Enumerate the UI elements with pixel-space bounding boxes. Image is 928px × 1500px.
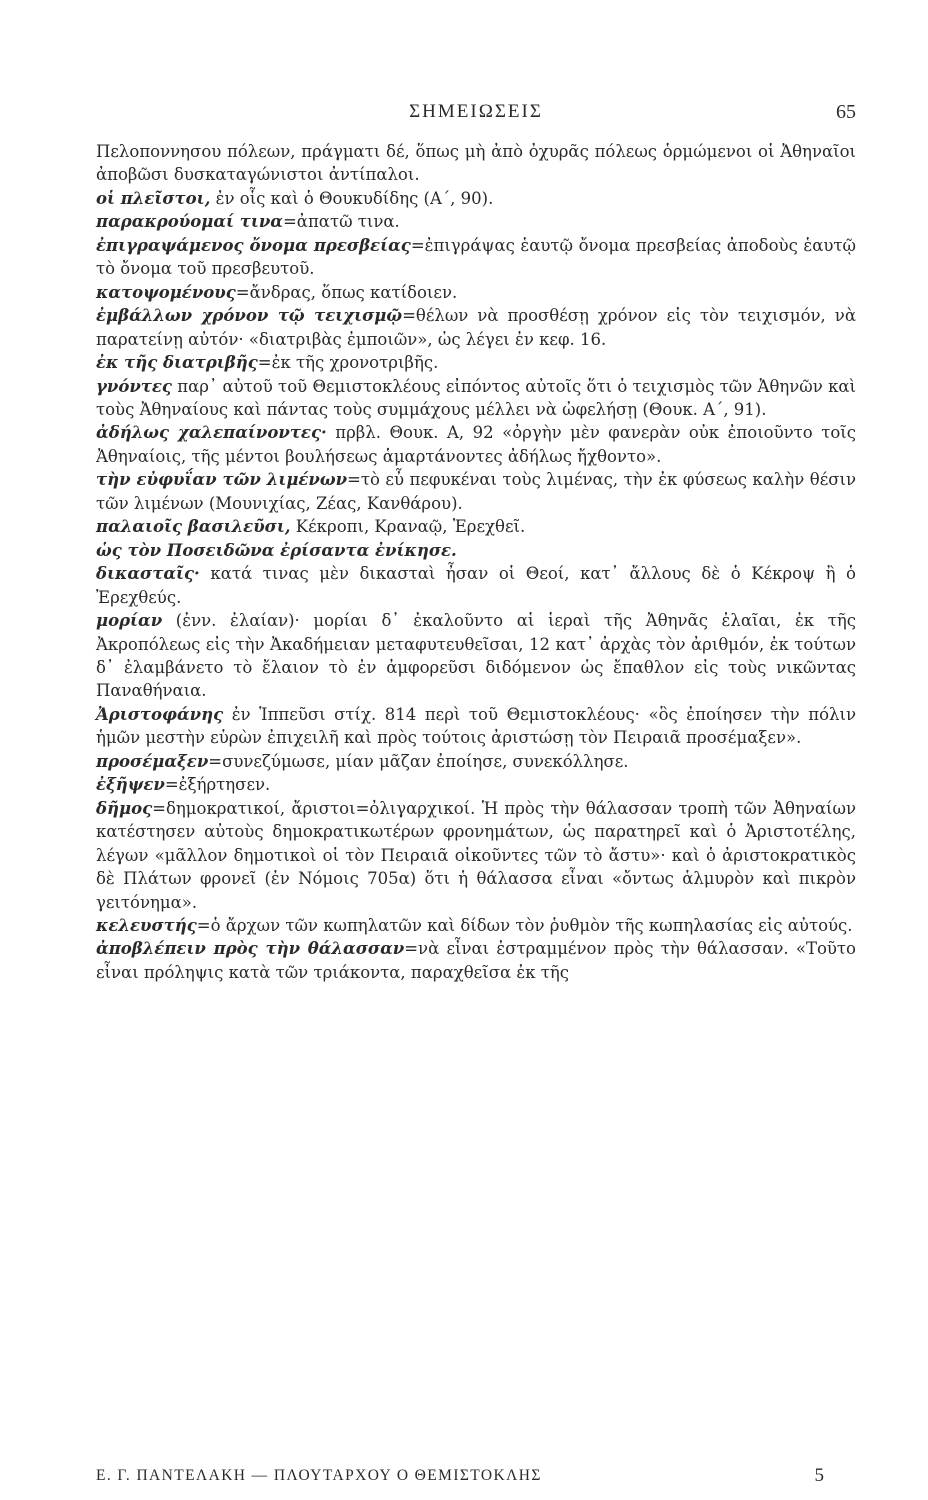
note-lemma: δῆμος [96, 798, 153, 818]
note-entry [96, 468, 856, 515]
note-lemma: προσέμαξεν [96, 751, 209, 771]
note-text: =θέλων νὰ προσθέσῃ χρόνον εἰς τὸν τειχισμόν, νὰ παρατείνῃ αὐτόν· «διατριβὰς ἐμποιῶν», ὡς λέγει ἐν κεφ. 16. [96, 306, 856, 349]
note-lemma: οἱ πλεῖστοι, [96, 188, 211, 208]
note-lemma: παρακρούομαί τινα [96, 212, 283, 232]
note-entry [96, 562, 856, 609]
note-entry [96, 609, 856, 703]
note-lemma: ἐξῆψεν [96, 775, 165, 795]
signature-mark: 5 [814, 1465, 824, 1486]
note-text: κατά τινας μὲν δικασταὶ ἦσαν οἱ Θεοί, κατ᾽ ἄλλους δὲ ὁ Κέκροψ ἢ ὁ Ἐρεχθεύς. [96, 564, 856, 607]
note-lemma: τὴν εὐφυΐαν τῶν λιμένων [96, 470, 348, 490]
note-text: =ἐπιγράψας ἑαυτῷ ὄνομα πρεσβείας ἀποδοὺς ἑαυτῷ τὸ ὄνομα τοῦ πρεσβευτοῦ. [96, 235, 856, 279]
note-text: =νὰ εἶναι ἐστραμμένον πρὸς τὴν θάλασσαν. «Τοῦτο εἶναι πρόληψις κατὰ τῶν τριάκοντα, παραχθεῖσα ἐκ τῆς [96, 939, 856, 982]
note-text: =συνεζύμωσε, μίαν μᾶζαν ἐποίησε, συνεκόλλησε. [208, 751, 629, 771]
note-text: =δημοκρατικοί, ἄριστοι=ὀλιγαρχικοί. Ἡ πρὸς τὴν θάλασσαν τροπὴ τῶν Ἀθηναίων κατέστησεν αὐτοὺς δημοκρατικωτέρων φρονημάτων, ὡς παρατηρεῖ καὶ ὁ Ἀριστοτέλης, λέγων «μᾶλλον δημοτικοὶ οἱ τὸν Πειραιᾶ οἰκοῦντες τῶν τὸ ἄστυ»· καὶ ὁ ἀριστοκρατικὸς δὲ Πλάτων φρονεῖ (ἐν Νόμοις 705α) ὅτι ἡ θάλασσα εἶναι «ὄντως ἁλμυρὸν καὶ πικρὸν γειτόνημα». [96, 798, 856, 912]
note-text: ἐν οἷς καὶ ὁ Θουκυδίδης (Α´, 90). [210, 188, 494, 208]
note-text: =ἐξήρτησεν. [164, 775, 271, 795]
note-entry [96, 234, 856, 281]
note-text: ἐν Ἱππεῦσι στίχ. 814 περὶ τοῦ Θεμιστοκλέους· «ὃς ἐποίησεν τὴν πόλιν ἡμῶν μεστὴν εὑρὼν ἐπιχειλῆ καὶ πρὸς τούτοις ἀριστώσῃ τὸν Πειραιᾶ προσέμαξεν». [96, 704, 856, 748]
note-entry [96, 773, 856, 796]
note-text: =ἄνδρας, ὅπως κατίδοιεν. [235, 282, 458, 302]
note-text: πρβλ. Θουκ. Α, 92 «ὀργὴν μὲν φανερὰν οὐκ ἐποιοῦντο τοῖς Ἀθηναίοις, τῆς μέντοι βουλήσεως ἁμαρτάνοντες ἀδήλως ἤχθοντο». [96, 423, 856, 466]
note-text: Κέκροπι, Κραναῷ, Ἐρεχθεῖ. [290, 517, 526, 537]
note-lemma: γνόντες [96, 376, 172, 396]
note-entry [96, 515, 856, 538]
note-entry [96, 937, 856, 984]
note-entry [96, 797, 856, 914]
note-lemma: μορίαν [96, 611, 163, 631]
note-entry [96, 750, 856, 773]
note-entry [96, 304, 856, 351]
note-text: (ἐνν. ἐλαίαν)· μορίαι δ᾽ ἐκαλοῦντο αἱ ἱεραὶ τῆς Ἀθηνᾶς ἐλαῖαι, ἐκ τῆς Ἀκροπόλεως εἰς τὴν Ἀκαδήμειαν μεταφυτευθεῖσαι, 12 κατ᾽ ἀρχὰς τὸν ἀριθμόν, ἐκ τούτων δ᾽ ἐλαμβάνετο τὸ ἔλαιον τὸ ἐν ἀμφορεῦσι διδόμενον ὡς ἔπαθλον εἰς τοὺς νικῶντας Παναθήναια. [96, 611, 856, 701]
note-lemma: παλαιοῖς βασιλεῦσι, [96, 517, 291, 537]
page-number: 65 [836, 101, 856, 123]
note-text: =ἀπατῶ τινα. [282, 212, 400, 232]
note-lemma: ἐμβάλλων χρόνον τῷ τειχισμῷ [96, 306, 403, 326]
note-lemma: Ἀριστοφάνης [96, 704, 224, 724]
note-entry [96, 539, 856, 562]
page-header [96, 99, 856, 129]
note-text: =τὸ εὖ πεφυκέναι τοὺς λιμένας, τὴν ἐκ φύσεως καλὴν θέσιν τῶν λιμένων (Μουνιχίας, Ζέας, Κανθάρου). [96, 470, 856, 513]
note-entry [96, 914, 856, 937]
note-lemma: ὡς τὸν Ποσειδῶνα ἐρίσαντα ἐνίκησε. [96, 540, 457, 560]
note-continuation [96, 140, 856, 187]
note-entry [96, 421, 856, 468]
note-lemma: κελευστής [96, 915, 197, 935]
note-lemma: ἐπιγραψάμενος ὄνομα πρεσβείας [96, 235, 411, 255]
note-text: Πελοποννησου πόλεων, πράγματι δέ, ὅπως μὴ ἀπὸ ὀχυρᾶς πόλεως ὁρμώμενοι οἱ Ἀθηναῖοι ἀποβῶσι δυσκαταγώνιστοι ἀντίπαλοι. [96, 142, 856, 185]
note-lemma: δικασταῖς· [96, 564, 200, 584]
note-lemma: κατοψομένους [96, 282, 236, 302]
note-entry [96, 375, 856, 422]
footer-book-title: Ε. Γ. ΠΑΝΤΕΛΑΚΗ — ΠΛΟΥΤΑΡΧΟΥ Ο ΘΕΜΙΣΤΟΚΛΗΣ [96, 1467, 542, 1484]
note-text: =ἐκ τῆς χρονοτριβῆς. [257, 353, 439, 373]
note-lemma: ἀποβλέπειν πρὸς τὴν θάλασσαν [96, 939, 405, 959]
notes-body [96, 140, 856, 984]
note-entry [96, 703, 856, 750]
note-entry [96, 281, 856, 304]
note-lemma: ἐκ τῆς διατριβῆς [96, 353, 258, 373]
note-entry [96, 187, 856, 210]
running-title: ΣΗΜΕΙΩΣΕΙΣ [409, 101, 543, 122]
page-footer [96, 1467, 856, 1493]
note-text: =ὁ ἄρχων τῶν κωπηλατῶν καὶ δίδων τὸν ῥυθμὸν τῆς κωπηλασίας εἰς αὐτούς. [196, 915, 853, 935]
note-entry [96, 351, 856, 374]
note-lemma: ἀδήλως χαλεπαίνοντες· [96, 423, 327, 443]
note-text: παρ᾽ αὐτοῦ τοῦ Θεμιστοκλέους εἰπόντος αὐτοῖς ὅτι ὁ τειχισμὸς τῶν Ἀθηνῶν καὶ τοὺς Ἀθηναίους καὶ πάντας τοὺς συμμάχους μέλλει νὰ ὠφελήσῃ (Θουκ. Α´, 91). [96, 376, 856, 419]
note-entry [96, 210, 856, 233]
